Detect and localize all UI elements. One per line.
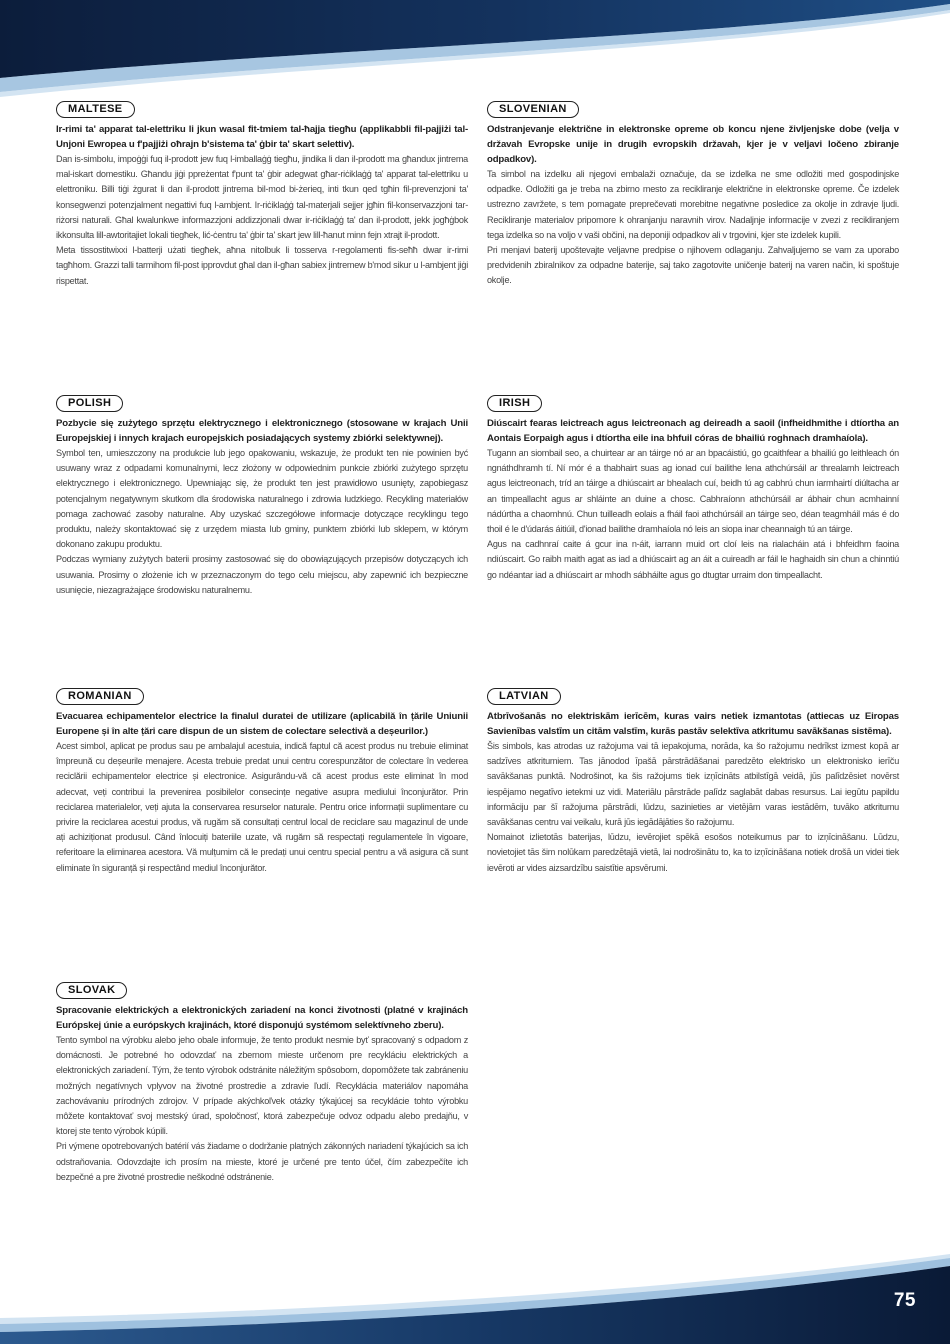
language-tag-maltese: MALTESE — [56, 101, 135, 118]
section-maltese — [56, 99, 468, 289]
section-paragraph: Symbol ten, umieszczony na produkcie lub jego opakowaniu, wskazuje, że produkt ten nie powinien być usuwany wraz z odpadami komunalnymi, lecz złożony w odpowiednim punkcie zbiórki zużytego sprzętu elektrycznego i elektronicznego. Upewniając się, że produkt ten jest prawidłowo usunięty, zapobiegasz potencjalnym negatywnym skutkom dla środowiska naturalnego i zdrowia ludzkiego. Recykling materiałów pomaga zachować zasoby naturalne. Aby uzyskać szczegółowe informacje dotyczące recyklingu tego produktu, należy skontaktować się z urzędem miasta lub gminy, punktem zbiórki lub sklepem, w którym dokonano zakupu produktu. — [56, 448, 468, 550]
section-heading: Atbrīvošanās no elektriskām ierīcēm, kuras vairs netiek izmantotas (attiecas uz Eiropas Savienības valstīm un citām valstīm, kurās pastāv selektīva atkritumu savākšanas sistēma). — [487, 711, 899, 737]
header-swoosh — [0, 0, 950, 110]
section-irish — [487, 393, 899, 583]
section-paragraph: Nomainot izlietotās baterijas, lūdzu, ievērojiet spēkā esošos noteikumus par to izņīcināšanu. Lūdzu, novietojiet tās šim nolūkam paredzētajā vietā, lai nodrošinātu to, ka to izņīcināšana notiek drošā un videi tiek ievēroti ar vides aizsardzību saistītie apsvērumi. — [487, 832, 899, 873]
section-heading: Pozbycie się zużytego sprzętu elektrycznego i elektronicznego (stosowane w krajach Unii Europejskiej i innych krajach europejskich posiadających systemy zbiórki selektywnej). — [56, 418, 468, 444]
section-heading: Spracovanie elektrických a elektronických zariadení na konci životnosti (platné v krajinách Európskej únie a európskych krajinách, ktoré disponujú systémom selektívneho zberu). — [56, 1005, 468, 1031]
language-tag-latvian: LATVIAN — [487, 688, 561, 705]
section-paragraph: Podczas wymiany zużytych baterii prosimy zastosować się do obowiązujących przepisów dotyczących ich usuwania. Prosimy o złożenie ich w przeznaczonym do tego celu miejscu, aby zapewnić ich bezpieczne usunięcie, niezagrażające środowisku naturalnemu. — [56, 554, 468, 595]
section-slovenian — [487, 99, 899, 289]
section-paragraph: Agus na cadhnraí caite á gcur ina n-áit, iarrann muid ort cloí leis na rialacháin atá i bhfeidhm faoina ndiúscairt. Go raibh maith agat as iad a dhiúscairt ag an áit a cuireadh ar fáil le haghaidh sin chun a chinntiú go ndéantar iad a dhiúscairt ar mhodh sábháilte agus go dtugtar urraim don timpeallacht. — [487, 539, 899, 580]
section-heading: Diúscairt fearas leictreach agus leictreonach ag deireadh a saoil (infheidhmithe i dtíortha an Aontais Eorpaigh agus i dtíortha eile ina bhfuil córas de bhailiú roghnach dramhaíola). — [487, 418, 899, 444]
section-romanian — [56, 686, 468, 876]
section-heading: Odstranjevanje električne in elektronske opreme ob koncu njene življenjske dobe (velja v državah Evropske unije in drugih evropskih državah, kjer je v veljavi ločeno zbiranje odpadkov). — [487, 124, 899, 165]
section-paragraph: Ta simbol na izdelku ali njegovi embalaži označuje, da se izdelka ne sme odložiti med gospodinjske odpadke. Odložiti ga je treba na zbirno mesto za recikliranje električne in elektronske opreme. Če izdelek ustrezno zavržete, s tem pomagate preprečevati morebitne negativne posledice za okolje in zdravje ljudi. Recikliranje materialov pripomore k ohranjanju naravnih virov. Nadaljnje informacije v zvezi z recikliranjem tega izdelka so na voljo v vaši občini, na deponiji odpadkov ali v trgovini, kjer ste izdelek kupili. — [487, 169, 899, 240]
section-heading: Ir-rimi ta' apparat tal-elettriku li jkun wasal fit-tmiem tal-ħajja tiegħu (applikabbli fil-pajjiżi tal-Unjoni Ewropea u f'pajjiżi oħrajn b'sistema ta' ġbir ta' skart selettiv). — [56, 124, 468, 150]
language-tag-slovak: SLOVAK — [56, 982, 127, 999]
section-paragraph: Pri výmene opotrebovaných batérií vás žiadame o dodržanie platných zákonných nariadení týkajúcich sa ich odstraňovania. Odovzdajte ich prosím na mieste, ktoré je určené pre tento účel, čím zabezpečíte ich bezpečné a pre životné prostredie neškodné odstránenie. — [56, 1141, 468, 1182]
page-number: 75 — [893, 1290, 916, 1311]
section-slovak — [56, 980, 468, 1185]
section-polish — [56, 393, 468, 598]
section-paragraph: Šis simbols, kas atrodas uz ražojuma vai tā iepakojuma, norāda, ka šo ražojumu nedrīkst izmest kopā ar sadzīves atkritumiem. Tas jānodod īpašā pārstrādāšanai paredzēto elektrisko un elektronisko ierīču savākšanas punktā. Nodrošinot, ka šis ražojums tiek izņīcināts atbilstīgā veidā, jūs palīdzēsiet novērst iespējamo negatīvo ietekmi uz vidi. Materiālu pārstrāde palīdz saglabāt dabas resursus. Lai iegūtu papildu informāciju par šī ražojuma pārstrādi, lūdzu, sazinieties ar vietējām varas iestādēm, tuvāko atkritumu savākšanas centru vai veikalu, kurā jūs iegādājāties šo ražojumu. — [487, 741, 899, 828]
language-tag-romanian: ROMANIAN — [56, 688, 144, 705]
section-paragraph: Tento symbol na výrobku alebo jeho obale informuje, že tento produkt nesmie byť spracovaný s odpadom z domácnosti. Je potrebné ho odovzdať na zbernom mieste určenom pre recykláciu elektrických a elektronických zariadení. Tým, že tento výrobok odstránite náležitým spôsobom, dopomôžete tak zabráneniu možných negatívnych vplyvov na životné prostredie a zdravie ľudí. Recyklácia materiálov napomáha zachovávaniu prírodných zdrojov. V prípade akýchkoľvek otázky týkajúcej sa recyklácie tohto výrobku môžete kontaktovať svoj mestský úrad, spoločnosť, ktorá zabezpečuje odvoz odpadu alebo predajňu, v ktorej ste tento výrobok kúpili. — [56, 1035, 468, 1137]
section-heading: Evacuarea echipamentelor electrice la finalul duratei de utilizare (aplicabilă în țările Uniunii Europene și în alte țări care dispun de un sistem de colectare selectivă a deșeurilor.) — [56, 711, 468, 737]
language-tag-polish: POLISH — [56, 395, 123, 412]
section-paragraph: Tugann an siombail seo, a chuirtear ar an táirge nó ar an bpacáistiú, go gcaithfear a bhailiú go leithleach ón ngnáthdhramh tí. Ní mór é a thabhairt suas ag ionad cuí bailithe lena athchúrsáil ar threalamh leictreach agus leictreonach, tríd an táirge a dhiúscairt ar bhealach cuí, beidh tú ag cabhrú chun iarmhairtí diúltacha ar an timpeallacht agus ar shláinte an duine a chosc. Cabhraíonn athchúrsáil ar ábhair chun acmhainní nádúrtha a chaomhnú. Chun tuilleadh eolais a fháil faoi athchúrsáil an táirge seo, déan teagmháil más é do thoil é le d'údarás áitiúil, d'ionad bailithe dramhaíola nó leis an siopa inar cheannaigh tú an táirge. — [487, 448, 899, 535]
section-paragraph: Acest simbol, aplicat pe produs sau pe ambalajul acestuia, indică faptul că acest produs nu trebuie eliminat împreună cu deșeurile menajere. Acesta trebuie predat unui centru corespunzător de colectare în vederea reciclării echipamentelor electrice și electronice. Asigurându-vă că acest produs este eliminat în mod adecvat, veți contribui la prevenirea posibilelor consecințe negative asupra mediului înconjurător. Prin reciclarea materialelor, veți ajuta la conservarea resurselor naturale. Pentru orice informații suplimentare cu privire la reciclarea acestui produs, vă rugăm să consultați centrul local de reciclare sau magazinul de unde ați achiziționat produsul. Când înlocuiți bateriile uzate, vă rugăm să respectați regulamentele în vigoare, referitoare la eliminarea acestora. Vă mulțumim că le predați unui centru special pentru a vă asigura că sunt eliminate în siguranță și respectând mediul înconjurător. — [56, 741, 468, 873]
section-paragraph: Pri menjavi baterij upoštevajte veljavne predpise o njihovem odlaganju. Zahvaljujemo se vam za uporabo predvidenih zbiralnikov za odpadne baterije, saj tako zagotovite uničenje baterij na varen način, ki spoštuje okolje. — [487, 245, 899, 286]
footer-swoosh — [0, 1214, 950, 1344]
section-paragraph: Dan is-simbolu, impoġġi fuq il-prodott jew fuq l-imballaġġ tiegħu, jindika li dan il-prodott ma għandux jintrema mal-iskart domestiku. Għandu jiġi ppreżentat f'punt ta' ġbir adegwat għar-riċiklaġġ ta' apparat tal-elettriku u elettroniku. Billi tiġi żgurat li dan il-prodott jintrema bil-mod bi-żerieq, inti tkun qed tgħin fil-prevenzjoni ta' konsegwenzi potenzjalment negattivi fuq l-ambjent. Ir-riċiklaġġ tal-materjali sejjer jgħin fil-konservazzjoni tar-riżorsi naturali. Għal kwalunkwe informazzjoni addizzjonali dwar ir-riċiklaġġ ta' dan il-prodott, jekk jogħġbok ikkonsulta lill-awtoritajiet lokali tiegħek, lić-ċentru ta' ġbir ta' skart jew lill-ħanut minn fejn xtrajt il-prodott. — [56, 154, 468, 241]
language-tag-irish: IRISH — [487, 395, 542, 412]
section-paragraph: Meta tissostitwixxi l-batterji użati tiegħek, aħna nitolbuk li tosserva r-regolamenti fis-seħħ dwar ir-rimi tagħhom. Grazzi talli tarmihom fil-post ipprovdut għal dan il-għan sabiex jintremew b'mod sikur u l-ambjent jiġi rispettat. — [56, 245, 468, 286]
section-latvian — [487, 686, 899, 876]
language-tag-slovenian: SLOVENIAN — [487, 101, 579, 118]
